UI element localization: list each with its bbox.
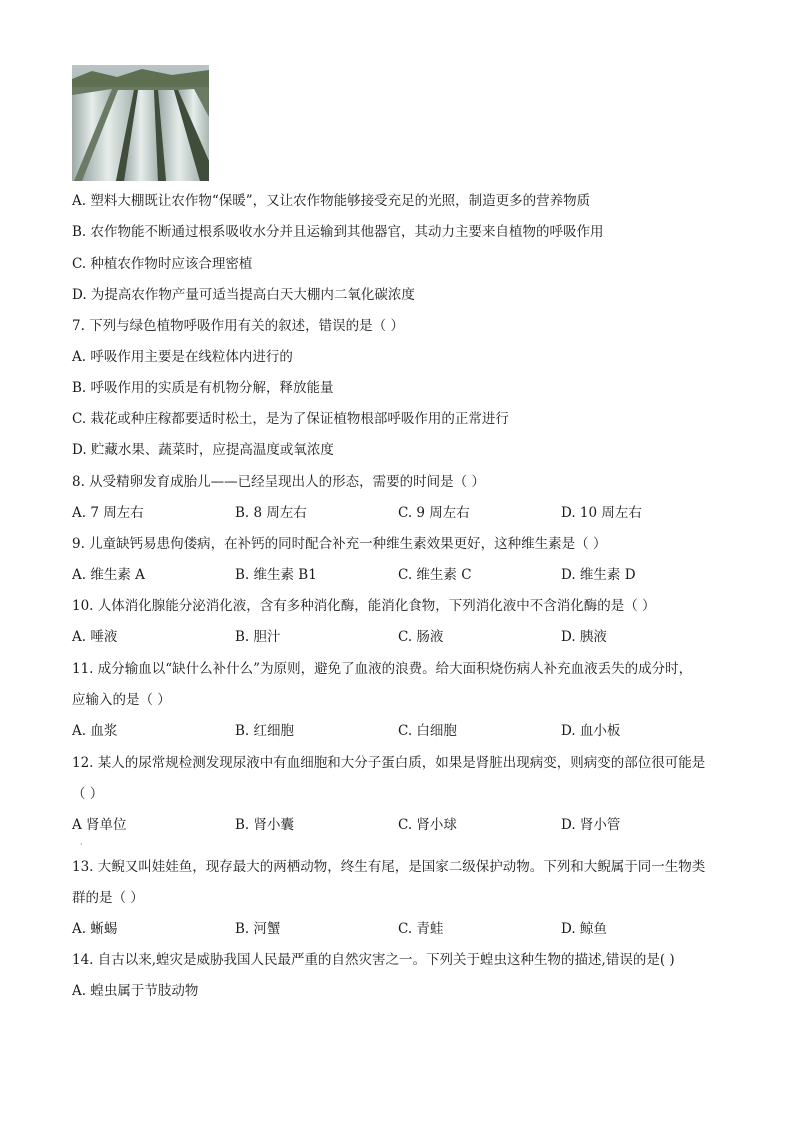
greenhouse-photo [72, 65, 209, 181]
q7-option-c: C. 栽花或种庄稼都要适时松土，是为了保证植物根部呼吸作用的正常进行 [72, 411, 509, 427]
q11-option-a: A. 血浆 [72, 723, 118, 739]
q14-stem: 14. 自古以来,蝗灾是威胁我国人民最严重的自然灾害之一。下列关于蝗虫这种生物的描述,错误的是( ) [72, 952, 675, 968]
q6-option-b: B. 农作物能不断通过根系吸收水分并且运输到其他器官，其动力主要来自植物的呼吸作用 [72, 224, 604, 240]
q11-stem-line2: 应输入的是（ ） [72, 692, 171, 708]
q13-option-a: A. 蜥蜴 [72, 921, 118, 937]
q12-stem-line1: 12. 某人的尿常规检测发现尿液中有血细胞和大分子蛋白质，如果是肾脏出现病变，则病变的部位很可能是 [72, 755, 706, 771]
q10-options [72, 628, 732, 646]
q13-options [72, 920, 732, 938]
q7-stem: 7. 下列与绿色植物呼吸作用有关的叙述，错误的是（ ） [72, 318, 404, 334]
q9-option-b: B. 维生素 B1 [235, 567, 317, 583]
q8-options [72, 504, 732, 522]
greenhouse-image [72, 65, 209, 181]
q9-stem: 9. 儿童缺钙易患佝偻病，在补钙的同时配合补充一种维生素效果更好，这种维生素是（ ） [72, 536, 607, 552]
q13-option-c: C. 青蛙 [398, 921, 444, 937]
q12-option-a: A 肾单位 [72, 817, 127, 833]
q13-option-d: D. 鲸鱼 [561, 921, 607, 937]
q6-option-a: A. 塑料大棚既让农作物“保暖”，又让农作物能够接受充足的光照，制造更多的营养物质 [72, 193, 591, 209]
stray-mark: · [80, 840, 83, 849]
q7-option-b: B. 呼吸作用的实质是有机物分解，释放能量 [72, 380, 334, 396]
q10-option-b: B. 胆汁 [235, 629, 281, 645]
q8-stem: 8. 从受精卵发育成胎儿——已经呈现出人的形态，需要的时间是（ ） [72, 474, 485, 490]
q11-option-d: D. 血小板 [561, 723, 621, 739]
q12-stem-line2: （ ） [72, 786, 104, 802]
q12-option-b: B. 肾小囊 [235, 817, 295, 833]
q13-option-b: B. 河蟹 [235, 921, 281, 937]
q6-option-d: D. 为提高农作物产量可适当提高白天大棚内二氧化碳浓度 [72, 287, 415, 303]
q10-stem: 10. 人体消化腺能分泌消化液，含有多种消化酶，能消化食物，下列消化液中不含消化酶的是（ ） [72, 598, 656, 614]
q9-option-c: C. 维生素 C [398, 567, 472, 583]
q7-option-a: A. 呼吸作用主要是在线粒体内进行的 [72, 349, 293, 365]
q12-options [72, 816, 732, 834]
q8-option-a: A. 7 周左右 [72, 505, 144, 521]
q10-option-d: D. 胰液 [561, 629, 607, 645]
q8-option-d: D. 10 周左右 [561, 505, 642, 521]
q8-option-c: C. 9 周左右 [398, 505, 470, 521]
q7-option-d: D. 贮藏水果、蔬菜时，应提高温度或氧浓度 [72, 442, 334, 458]
q13-stem-line1: 13. 大鲵又叫娃娃鱼，现存最大的两栖动物，终生有尾，是国家二级保护动物。下列和大鲵属于同一生物类 [72, 859, 706, 875]
q12-option-d: D. 肾小管 [561, 817, 621, 833]
q10-option-a: A. 唾液 [72, 629, 118, 645]
q8-option-b: B. 8 周左右 [235, 505, 307, 521]
q9-option-a: A. 维生素 A [72, 567, 145, 583]
q11-option-b: B. 红细胞 [235, 723, 295, 739]
q10-option-c: C. 肠液 [398, 629, 444, 645]
q14-option-a: A. 蝗虫属于节肢动物 [72, 983, 199, 999]
q11-option-c: C. 白细胞 [398, 723, 457, 739]
q9-options [72, 566, 732, 584]
q9-option-d: D. 维生素 D [561, 567, 636, 583]
q13-stem-line2: 群的是（ ） [72, 890, 144, 906]
q12-option-c: C. 肾小球 [398, 817, 457, 833]
q6-option-c: C. 种植农作物时应该合理密植 [72, 256, 253, 272]
q11-options [72, 722, 732, 740]
q11-stem-line1: 11. 成分输血以“缺什么补什么”为原则，避免了血液的浪费。给大面积烧伤病人补充血液丢失的成分时， [72, 661, 693, 677]
